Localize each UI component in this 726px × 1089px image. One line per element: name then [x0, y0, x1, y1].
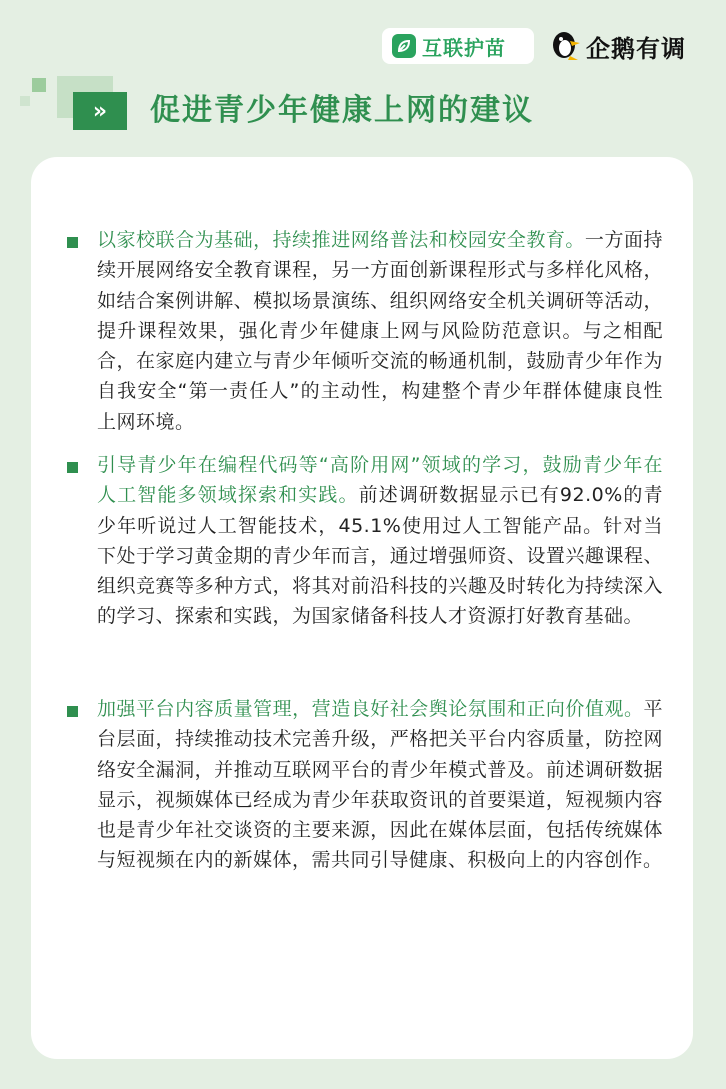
page-title: 促进青少年健康上网的建议 [150, 93, 534, 128]
leaf-icon [392, 34, 416, 58]
qie-youdiao-logo [550, 26, 686, 66]
decor-square [32, 78, 46, 92]
penguin-icon [550, 29, 582, 63]
item-highlight: 以家校联合为基础，持续推进网络普法和校园安全教育。 [97, 229, 585, 251]
decor-square [20, 96, 30, 106]
item-highlight: 加强平台内容质量管理，营造良好社会舆论氛围和正向价值观。 [97, 698, 644, 720]
square-bullet-icon [67, 706, 78, 717]
square-bullet-icon [67, 237, 78, 248]
logo1-text: 互联护苗 [422, 35, 506, 60]
square-bullet-icon [67, 462, 78, 473]
item-body: 一方面持续开展网络安全教育课程，另一方面创新课程形式与多样化风格，如结合案例讲解、模拟场景演练、组织网络安全机关调研等活动，提升课程效果，强化青少年健康上网与风险防范意识。与之相配合，在家庭内建立与青少年倾听交流的畅通机制，鼓励青少年作为自我安全“第一责任人”的主动性，构建整个青少年群体健康良性上网环境。 [97, 229, 663, 433]
item-text [97, 450, 663, 632]
item-highlight: 引导青少年在编程代码等“高阶用网”领域的学习，鼓励青少年在人工智能多领域探索和实践。 [97, 454, 663, 507]
item-body: 前述调研数据显示已有92.0%的青少年听说过人工智能技术，45.1%使用过人工智能产品。针对当下处于学习黄金期的青少年而言，通过增强师资、设置兴趣课程、组织竞赛等多种方式，将其对前沿科技的兴趣及时转化为持续深入的学习、探索和实践，为国家储备科技人才资源打好教育基础。 [97, 484, 663, 628]
hulian-humiao-logo [382, 28, 534, 64]
item-text [97, 225, 663, 437]
logo2-text: 企鹅有调 [586, 34, 686, 63]
content-card [31, 157, 693, 1059]
chevron-icon: » [73, 92, 127, 130]
item-text [97, 694, 663, 876]
item-body: 平台层面，持续推动技术完善升级，严格把关平台内容质量，防控网络安全漏洞，并推动互联网平台的青少年模式普及。前述调研数据显示，视频媒体已经成为青少年获取资讯的首要渠道，短视频内容也是青少年社交谈资的主要来源，因此在媒体层面，包括传统媒体与短视频在内的新媒体，需共同引导健康、积极向上的内容创作。 [97, 698, 663, 872]
